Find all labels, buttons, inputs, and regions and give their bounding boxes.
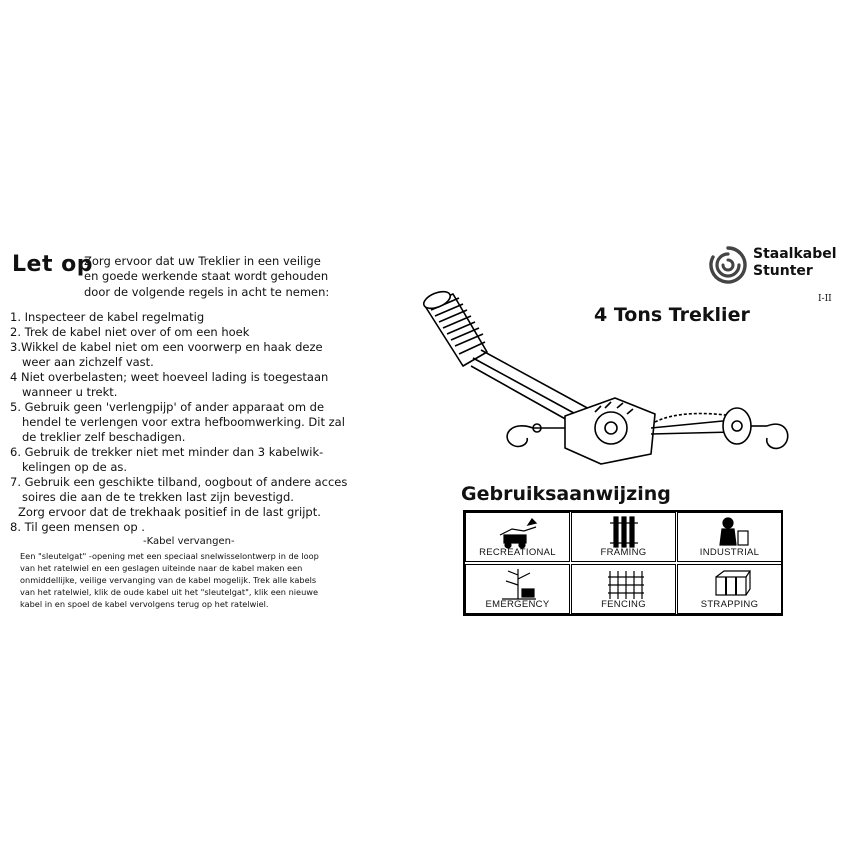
rule-item: 2. Trek de kabel niet over of om een hoek bbox=[10, 325, 250, 339]
usage-cell-emergency bbox=[465, 564, 570, 614]
usage-label: EMERGENCY bbox=[485, 599, 550, 610]
product-title: 4 Tons Treklier bbox=[594, 304, 750, 326]
emergency-icon bbox=[498, 567, 540, 601]
brand-line-2: Stunter bbox=[753, 263, 813, 279]
rule-item: 1. Inspecteer de kabel regelmatig bbox=[10, 310, 205, 324]
heading-let-op: Let op bbox=[12, 252, 93, 277]
cable-text-line: kabel in en spoel de kabel vervolgens terug op het ratelwiel. bbox=[20, 599, 269, 609]
usage-label: INDUSTRIAL bbox=[699, 547, 760, 558]
usage-label: RECREATIONAL bbox=[479, 547, 556, 558]
cable-text-line: Een "sleutelgat" -opening met een speciaal snelwisselontwerp in de loop bbox=[20, 551, 319, 561]
usage-cell-framing bbox=[571, 512, 676, 562]
rule-item: 5. Gebruik geen 'verlengpijp' of ander apparaat om de bbox=[10, 400, 325, 414]
brand-name bbox=[753, 246, 837, 280]
cable-section-title: -Kabel vervangen- bbox=[143, 536, 235, 547]
cable-puller-illustration-icon bbox=[415, 288, 795, 468]
usage-label: FRAMING bbox=[600, 547, 647, 558]
intro-line: en goede werkende staat wordt gehouden bbox=[84, 269, 329, 283]
rule-item: 8. Til geen mensen op . bbox=[10, 520, 145, 534]
page-reference: I-II bbox=[818, 294, 832, 304]
cable-text-line: onmiddellijke, veilige vervanging van de kabel mogelijk. Trek alle kabels bbox=[20, 575, 317, 585]
rule-item: 7. Gebruik een geschikte tilband, oogbout of andere acces bbox=[10, 475, 348, 489]
rule-item: 6. Gebruik de trekker niet met minder dan 3 kabelwik- bbox=[10, 445, 324, 459]
rule-item: Zorg ervoor dat de trekhaak positief in de last grijpt. bbox=[18, 505, 321, 519]
industrial-icon bbox=[710, 515, 752, 549]
rule-item: soires die aan de te trekken last zijn bevestigd. bbox=[22, 490, 294, 504]
usage-cell-recreational bbox=[465, 512, 570, 562]
rule-item: kelingen op de as. bbox=[22, 460, 128, 474]
usage-cell-industrial bbox=[677, 512, 782, 562]
brand-logo-icon bbox=[708, 245, 748, 285]
framing-icon bbox=[604, 515, 646, 549]
usage-label: STRAPPING bbox=[700, 599, 759, 610]
brand-line-1: Staalkabel bbox=[753, 246, 837, 262]
rule-item: wanneer u trekt. bbox=[22, 385, 118, 399]
usage-cell-fencing bbox=[571, 564, 676, 614]
usage-label: FENCING bbox=[601, 599, 646, 610]
cable-text-line: van het ratelwiel, klik de oude kabel uit het "sleutelgat", klik een nieuwe bbox=[20, 587, 319, 597]
rule-item: 4 Niet overbelasten; weet hoeveel lading is toegestaan bbox=[10, 370, 329, 384]
rule-item: 3.Wikkel de kabel niet om een voorwerp en haak deze bbox=[10, 340, 323, 354]
cable-text-line: van het ratelwiel en een geslagen uiteinde naar de kabel maken een bbox=[20, 563, 303, 573]
strapping-icon bbox=[710, 567, 752, 601]
recreational-icon bbox=[498, 515, 540, 549]
intro-line: Zorg ervoor dat uw Treklier in een veilige bbox=[84, 254, 321, 268]
usage-cell-strapping bbox=[677, 564, 782, 614]
usage-grid bbox=[463, 510, 783, 616]
intro-line: door de volgende regels in acht te nemen: bbox=[84, 285, 330, 299]
fencing-icon bbox=[604, 567, 646, 601]
rule-item: hendel te verlengen voor extra hefboomwerking. Dit zal bbox=[22, 415, 345, 429]
rule-item: weer aan zichzelf vast. bbox=[22, 355, 154, 369]
rule-item: de treklier zelf beschadigen. bbox=[22, 430, 186, 444]
usage-title: Gebruiksaanwijzing bbox=[461, 483, 671, 505]
